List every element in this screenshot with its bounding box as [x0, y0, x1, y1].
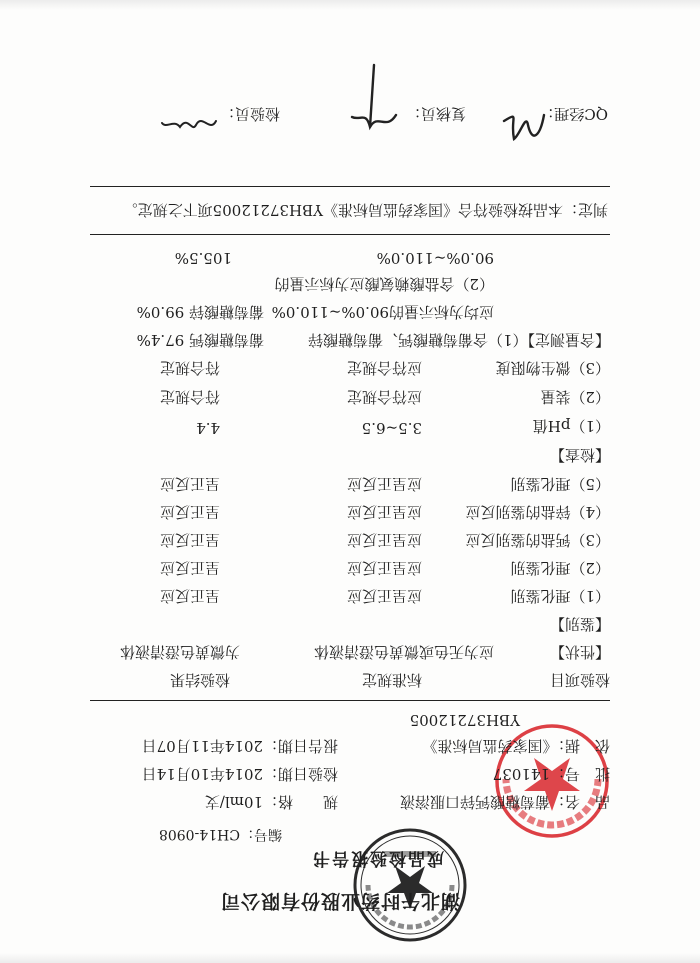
inspector-label: 检验员：	[219, 105, 280, 123]
row-item: 【鉴别】	[549, 615, 610, 633]
qc-manager-label: QC经理：	[539, 105, 608, 123]
company-name: 湖北午时药业股份有限公司	[219, 890, 460, 912]
specification: 规 格：10ml/支	[204, 793, 338, 811]
row-standard: 应符合规定	[346, 388, 422, 406]
row-result: 呈正反应	[159, 531, 220, 549]
row-result: 符合规定	[159, 388, 220, 406]
assay-result-lysine: 105.5%	[174, 249, 232, 267]
row-standard: 应符合规定	[346, 359, 422, 377]
assay-heading: 【含量测定】（1）含葡萄糖酸钙、葡萄糖酸锌	[307, 331, 610, 349]
row-item: （5）理化鉴别	[510, 475, 610, 493]
row-result: 呈正反应	[159, 587, 220, 605]
row-item: 【性状】	[549, 643, 610, 661]
scan-edge-top	[0, 953, 700, 963]
row-item: （1）pH值	[532, 417, 610, 435]
row-standard: 应呈正反应	[346, 475, 422, 493]
row-item: （2）理化鉴别	[510, 559, 610, 577]
reviewer-label: 复核员：	[405, 105, 466, 123]
test-date: 检验日期：2014年10月14日	[141, 765, 338, 783]
row-item: （4）锌盐的鉴别反应	[465, 503, 610, 521]
col-test-item: 检验项目	[549, 671, 610, 689]
row-result: 为微黄色澄清液体	[119, 643, 240, 661]
document-title: 成品检验报告书	[311, 848, 444, 868]
product-name: 品 名：葡萄糖酸钙锌口服溶液	[399, 793, 610, 811]
standard-basis: 依 据：《国家药监局标准》	[422, 737, 610, 755]
col-result: 检验结果	[169, 671, 230, 689]
header-rule	[90, 700, 610, 701]
row-result: 4.4	[196, 419, 220, 437]
serial-number: 编号：CH14-0908	[158, 826, 282, 842]
row-standard: 应呈正反应	[346, 587, 422, 605]
row-standard: 应呈正反应	[346, 503, 422, 521]
row-item: （2）装量	[540, 388, 610, 406]
assay-range-2: 90.0%~110.0%	[376, 249, 494, 267]
row-result: 符合规定	[159, 359, 220, 377]
row-result: 呈正反应	[159, 475, 220, 493]
conclusion: 判定：本品按检验符合《国家药监局标准》YBH37212005项下之规定。	[122, 201, 608, 219]
row-standard: 应为无色或微黄色澄清液体	[313, 643, 494, 661]
scan-edge-bottom	[0, 0, 700, 10]
row-item: （3）微生物限度	[495, 359, 610, 377]
assay-result-calcium: 葡萄糖酸钙 97.4%	[136, 331, 264, 349]
standard-number: YBH37212005	[409, 711, 520, 729]
quality-stamp	[350, 825, 470, 945]
assay-result-zinc: 葡萄糖酸锌 99.0%	[136, 303, 264, 321]
row-item: （3）钙盐的鉴别反应	[465, 531, 610, 549]
row-result: 呈正反应	[159, 503, 220, 521]
batch-number: 批 号：141037	[492, 765, 610, 783]
qc-manager-signature	[498, 97, 550, 155]
row-standard: 应呈正反应	[346, 559, 422, 577]
row-item: （1）理化鉴别	[510, 587, 610, 605]
row-standard: 应呈正反应	[346, 531, 422, 549]
assay-lysine-heading: （2）含盐酸赖氨酸应为标示量的	[274, 275, 494, 293]
inspector-signature	[158, 109, 220, 139]
row-item: 【检查】	[549, 446, 610, 464]
conclusion-rule-top	[90, 234, 610, 235]
row-result: 呈正反应	[159, 559, 220, 577]
assay-range-1: 应均为标示量的90.0%~110.0%	[271, 303, 494, 321]
reviewer-signature	[344, 59, 404, 171]
conclusion-rule-bottom	[90, 186, 610, 187]
report-date: 报告日期：2014年11月07日	[141, 737, 338, 755]
row-standard: 3.5~6.5	[361, 419, 422, 437]
col-standard: 标准规定	[361, 671, 422, 689]
